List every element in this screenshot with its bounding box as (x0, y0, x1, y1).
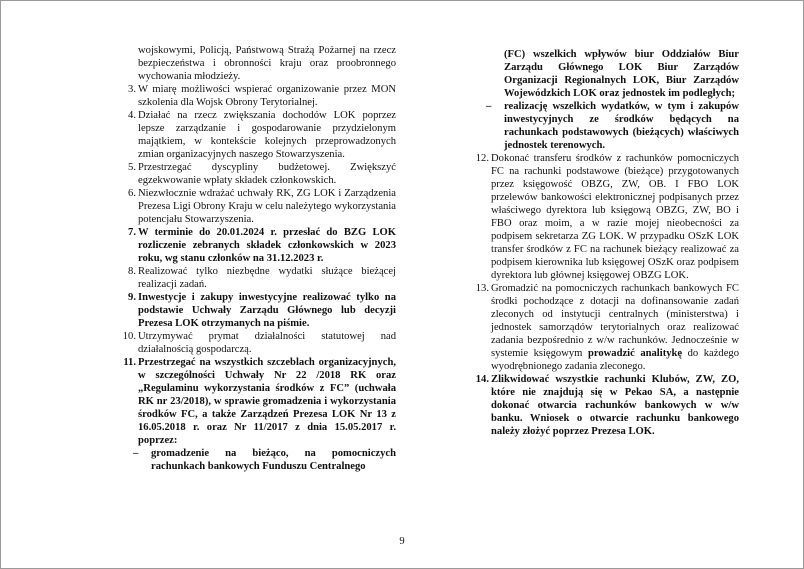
dash-item-text: realizację wszelkich wydatków, w tym i zakupów inwestycyjnych ze środków będących na rachunkach podstawowych (bieżących) właściwych jednostek terenowych. (504, 101, 739, 151)
dash-bullet: – (486, 101, 492, 112)
item-text: Działać na rzecz zwiększania dochodów LOK poprzez lepsze zarządzanie i gospodarowanie przydzielonym majątkiem, w kontekście kolejnych przeprowadzonych zmian organizacyjnych naszego Stowarzyszenia. (138, 110, 396, 160)
dash-item-text: gromadzenie na bieżąco, na pomocniczych rachunkach bankowych Funduszu Centralnego (151, 448, 396, 472)
continued-paragraph: (FC) wszelkich wpływów biur Oddziałów Biur Zarządu Głównego LOK Biur Zarządów Organizacji Regionalnych LOK, Biur Zarządów Wojewódzkich LOK oraz jednostek im podległych; (504, 49, 739, 99)
item-number: 14. (475, 374, 489, 385)
item-text: Przestrzegać na wszystkich szczeblach organizacyjnych, w szczególności Uchwały Nr 22 /2018 RK oraz „Regulaminu wykorzystania środków z FC” (uchwała RK nr 23/2018), w sprawie gromadzenia i wykorzystania środków FC, a także Zarządzeń Prezesa LOK Nr 13 z 16.05.2018 r. oraz Nr 11/2017 z dnia 15.05.2017 r. poprzez: (138, 357, 396, 446)
list-item-12 (466, 152, 739, 282)
item-text: do każdego wyodrębnionego zadania zleconego. (491, 348, 740, 372)
dash-item (466, 100, 739, 152)
item-number: 7. (128, 227, 136, 238)
item-text: Inwestycje i zakupy inwestycyjne realizować tylko na podstawie Uchwały Zarządu Głównego lub decyzji Prezesa LOK otrzymanych na piśmie. (138, 292, 396, 329)
list-item-11 (113, 356, 396, 447)
list-item-8 (113, 265, 396, 291)
list-item-9 (113, 291, 396, 330)
right-column (466, 48, 739, 438)
item-number: 11. (123, 357, 136, 368)
list-item-4 (113, 109, 396, 161)
item-number: 3. (128, 84, 136, 95)
item-text: Gromadzić na pomocniczych rachunkach bankowych FC środki pochodzące z dotacji na dofinansowanie zadań zleconych od instytucji centralnych (ministerstwa) i jednostek samorządów terytorialnych oraz realizować zadania bezpośrednio z w/w rachunków. Jednocześnie w systemie księgowym (491, 283, 739, 359)
continued-paragraph: wojskowymi, Policją, Państwową Strażą Pożarnej na rzecz bezpieczeństwa i obronności kraju oraz proobronnego wychowania młodzieży. (138, 45, 396, 82)
item-number: 13. (475, 283, 489, 294)
item-text: Utrzymywać prymat działalności statutowej nad działalnością gospodarczą. (138, 331, 396, 355)
page-number: 9 (399, 536, 405, 547)
list-item-13 (466, 282, 739, 373)
list-item-5 (113, 161, 396, 187)
dash-bullet: – (133, 448, 139, 459)
list-item-14 (466, 373, 739, 438)
item-number: 5. (128, 162, 136, 173)
item-number: 4. (128, 110, 136, 121)
list-item-6 (113, 187, 396, 226)
item-number: 6. (128, 188, 136, 199)
item-text: Dokonać transferu środków z rachunków pomocniczych FC na rachunki podstawowe (bieżące) przygotowanych przez księgowość OBZG, ZW, OB. I FBO LOK przelewów bankowości elektronicznej podpisanych przez właściwego dyrektora lub księgową OBZG, ZW, BO i FBO oraz moim, a w razie mojej nieobecności za podpisem sekretarza ZG LOK. W przypadku OSzK LOK transfer środków z FC na rachunek bieżący realizować za podpisem kierownika lub księgowej OSzK oraz podpisem dyrektora lub głównej księgowej OBZG LOK. (491, 153, 739, 281)
list-item-7 (113, 226, 396, 265)
item-text: Realizować tylko niezbędne wydatki służące bieżącej realizacji zadań. (138, 266, 396, 290)
dash-item (113, 447, 396, 473)
list-item-10 (113, 330, 396, 356)
item-text: Zlikwidować wszystkie rachunki Klubów, ZW, ZO, które nie znajdują się w Pekao SA, a następnie dokonać otwarcia rachunków bankowych w w/w banku. Wniosek o otwarcie rachunku bankowego należy złożyć poprzez Prezesa LOK. (491, 374, 739, 437)
item-number: 10. (122, 331, 136, 342)
item-text-bold: prowadzić analitykę (587, 348, 683, 359)
item-number: 8. (128, 266, 136, 277)
item-number: 12. (475, 153, 489, 164)
item-text: Niezwłocznie wdrażać uchwały RK, ZG LOK i Zarządzenia Prezesa Ligi Obrony Kraju w celu należytego wykorzystania potencjału Stowarzyszenia. (138, 188, 396, 225)
item-text: Przestrzegać dyscypliny budżetowej. Zwiększyć egzekwowanie wpłaty składek członkowskich. (138, 162, 396, 186)
list-item-3 (113, 83, 396, 109)
left-column (113, 44, 396, 473)
item-text: W terminie do 20.01.2024 r. przesłać do BZG LOK rozliczenie zebranych składek członkowskich w 2023 roku, wg stanu członków na 31.12.2023 r. (138, 227, 396, 264)
item-text: W miarę możliwości wspierać organizowanie przez MON szkolenia dla Wojsk Obrony Terytorialnej. (138, 84, 396, 108)
item-number: 9. (128, 292, 136, 303)
